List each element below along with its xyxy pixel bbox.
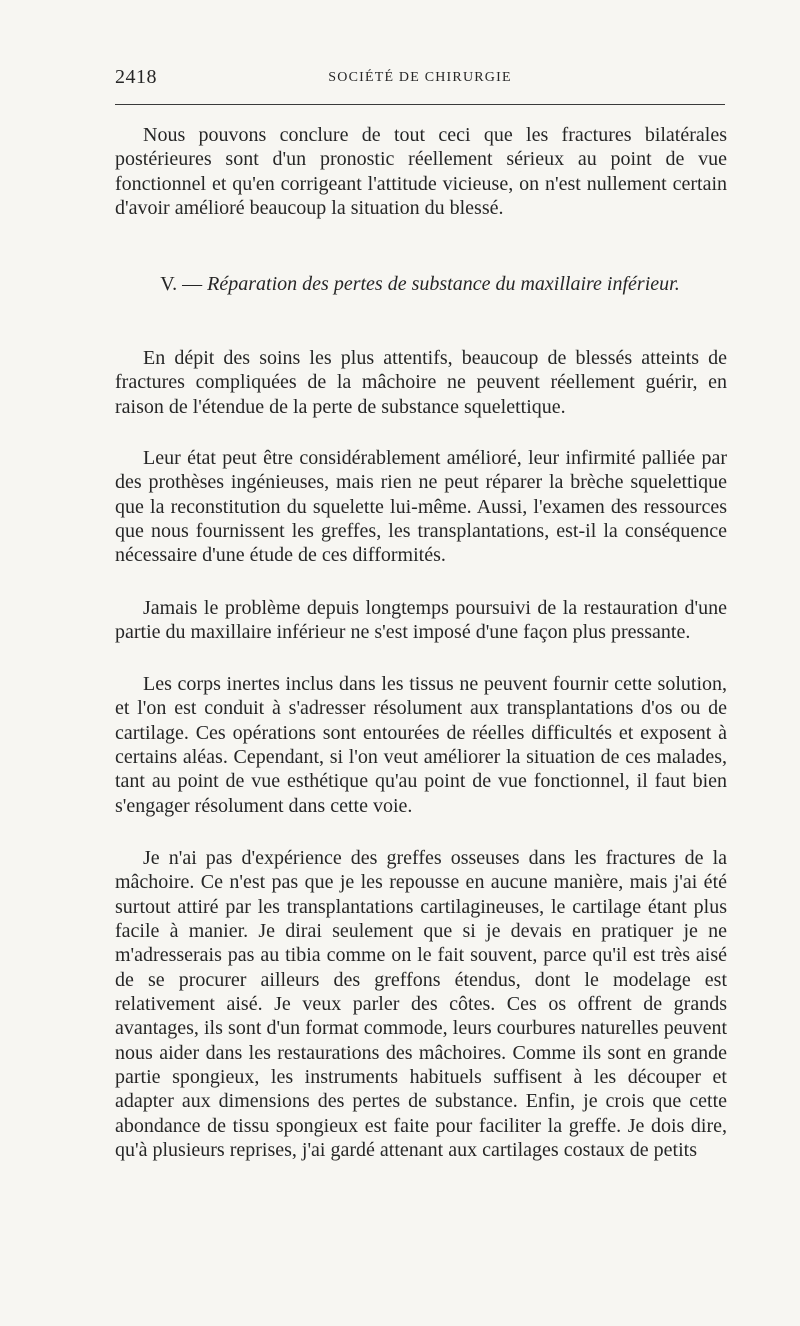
page-header (115, 66, 725, 94)
paragraph: En dépit des soins les plus attentifs, beaucoup de blessés atteints de fractures compliquées de la mâchoire ne peuvent réellement guérir, en raison de l'étendue de la perte de substance squelettique. (115, 347, 727, 418)
paragraph: Jamais le problème depuis longtemps poursuivi de la restauration d'une partie du maxillaire inférieur ne s'est imposé d'une façon plus pressante. (115, 597, 727, 644)
paragraph: Je n'ai pas d'expérience des greffes osseuses dans les fractures de la mâchoire. Ce n'est pas que je les repousse en aucune manière, mais j'ai été surtout attiré par les transplantations cartilagineuses, le cartilage étant plus facile à manier. Je dirai seulement que si je devais en pratiquer je ne m'adresserais pas au tibia comme on le fait souvent, parce qu'il est très aisé de se procurer ailleurs des greffons étendus, dont le modelage est relativement aisé. Je veux parler des côtes. Ces os offrent de grands avantages, ils sont d'un format commode, leurs courbures naturelles peuvent nous aider dans les restaurations des mâchoires. Comme ils sont en grande partie spongieux, les instruments habituels suffisent à les découper et adapter aux dimensions des pertes de substance. Enfin, je crois que cette abondance de tissu spongieux est faite pour faciliter la greffe. Je dois dire, qu'à plusieurs reprises, j'ai gardé attenant aux cartilages costaux de petits (115, 847, 727, 1162)
paragraph-conclusion: Nous pouvons conclure de tout ceci que les fractures bilatérales postérieures sont d'un pronostic réellement sérieux au point de vue fonctionnel et qu'en corrigeant l'attitude vicieuse, on n'est nullement certain d'avoir amélioré beaucoup la situation du blessé. (115, 124, 727, 220)
page-number: 2418 (115, 66, 157, 88)
running-head: SOCIÉTÉ DE CHIRURGIE (328, 70, 512, 85)
section-title: Réparation des pertes de substance du maxillaire inférieur. (207, 273, 680, 295)
paragraph: Les corps inertes inclus dans les tissus ne peuvent fournir cette solution, et l'on est conduit à s'adresser résolument aux transplantations d'os ou de cartilage. Ces opérations sont entourées de réelles difficultés et exposent à certains aléas. Cependant, si l'on veut améliorer la situation de ces malades, tant au point de vue esthétique qu'au point de vue fonctionnel, il faut bien s'engager résolument dans cette voie. (115, 673, 727, 817)
header-rule (115, 104, 725, 105)
section-heading (115, 272, 725, 297)
paragraph: Leur état peut être considérablement amélioré, leur infirmité palliée par des prothèses ingénieuses, mais rien ne peut réparer la brèche squelettique que la reconstitution du squelette lui-même. Aussi, l'examen des ressources que nous fournissent les greffes, les transplantations, est-il la conséquence nécessaire d'une étude de ces difformités. (115, 447, 727, 567)
section-number: V. — (160, 273, 203, 295)
